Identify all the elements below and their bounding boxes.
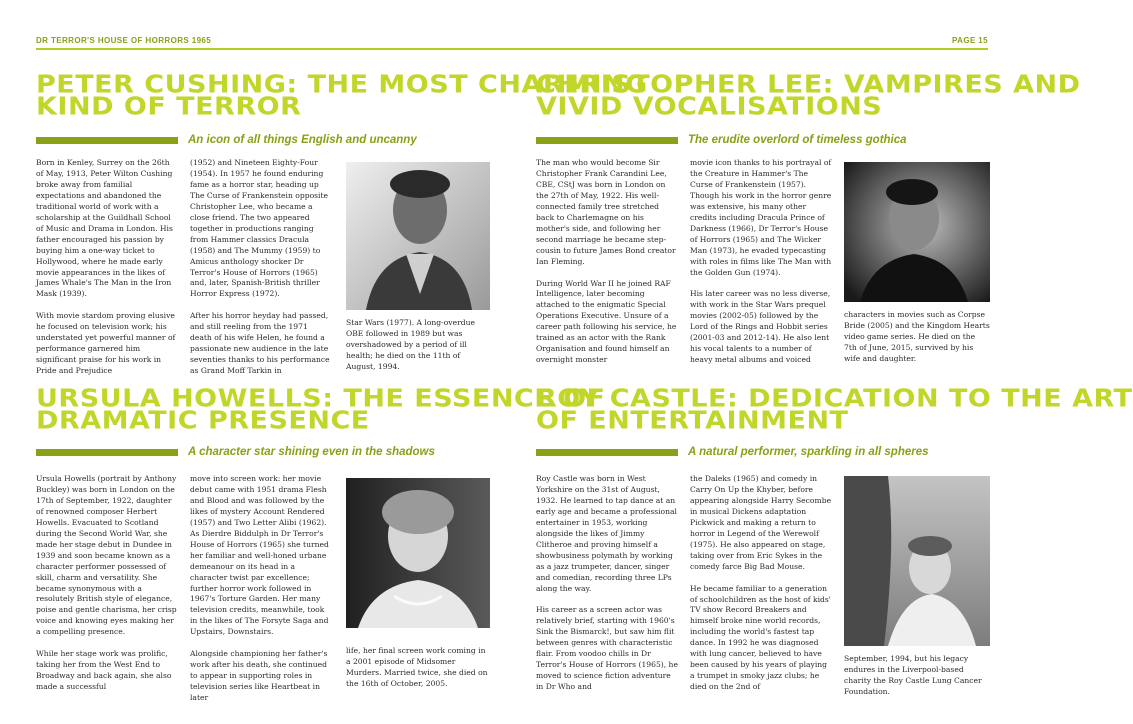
lee-col-3: characters in movies such as Corpse Bride (2005) and the Kingdom Hearts video game series. He died on the 7th of June, 2015, survived by his wife and daughter. — [844, 310, 990, 363]
page-number: PAGE 15 — [952, 36, 988, 45]
cushing-title: PETER CUSHING: THE MOST CHARMING KIND OF TERROR — [36, 70, 648, 121]
howells-col-2: move into screen work: her movie debut came with 1951 drama Flesh and Blood and was followed by the likes of mystery Account Rendered (1957) and Two Letter Alibi (1962). As Dierdre Biddulph in Dr Terror's House of Horrors (1965) she turned her familiar and well-honed urbane demeanour on its head in a character twist par excellence; further horror work followed in 1967's Torture Garden. Her many television credits, meanwhile, took in the likes of The Forsyte Saga and Upstairs, Downstairs. Alongside championing her father's work after his death, she continued to appear in supporting roles in television series like Heartbeat in later — [190, 474, 329, 703]
castle-col-1: Roy Castle was born in West Yorkshire on the 31st of August, 1932. He learned to tap dance at an early age and became a professional entertainer in 1953, working alongside the likes of Jimmy Clitheroe and proving himself a showbusiness polymath by working as a jazz trumpeter, dancer, singer and comedian, recording three LPs along the way. His career as a screen actor was relatively brief, starting with 1960's Sink the Bismarck!, but saw him flit between genres with characteristic flair. From voodoo chills in Dr Terror's House of Horrors (1965), he moved to science fiction adventure in Dr Who and — [536, 474, 678, 692]
castle-portrait — [844, 476, 990, 646]
howells-section — [36, 384, 606, 718]
howells-title: URSULA HOWELLS: THE ESSENCE OF DRAMATIC PRESENCE — [36, 384, 606, 435]
running-head-publication: DR TERROR'S HOUSE OF HORRORS 1965 — [36, 36, 212, 45]
cushing-subtitle-row — [36, 134, 417, 146]
cushing-col-1: Born in Kenley, Surrey on the 26th of May, 1913, Peter Wilton Cushing broke away from familial expectations and abandoned the traditional world of work with a scholarship at the Guildhall School of Music and Drama in London. His father encouraged his passion by buying him a one-way ticket to Hollywood, where he made early movie appearances in the likes of James Whale's The Man in the Iron Mask (1939). With movie stardom proving elusive he focused on television work; his understated yet powerful manner of performance garnered him significant praise for his work in Pride and Prejudice — [36, 158, 176, 376]
cushing-col-3: Star Wars (1977). A long-overdue OBE followed in 1989 but was overshadowed by a period of ill health; he died on the 11th of August, 1994. — [346, 318, 475, 371]
howells-col-3: life, her final screen work coming in a 2001 episode of Midsomer Murders. Married twice, she died on the 16th of October, 2005. — [346, 646, 488, 688]
lee-section — [536, 70, 1081, 365]
lee-title: CHRISTOPHER LEE: VAMPIRES AND VIVID VOCALISATIONS — [536, 70, 1081, 121]
castle-col-2: the Daleks (1965) and comedy in Carry On Up the Khyber, before appearing alongside Harry Secombe in musical Dickens adaptation Pickwick and making a return to horror in Legend of the Werewolf (1975). He also appeared on stage, taking over from Eric Sykes in the comedy farce Big Bad Mouse. He became familiar to a generation of schoolchildren as the host of kids' TV show Record Breakers and himself broke nine world records, including the world's fastest tap dance. In 1992 he was diagnosed with lung cancer, believed to have been caused by his years of playing a trumpet in smoky jazz clubs; he died on the 2nd of — [690, 474, 832, 692]
lee-portrait — [844, 162, 990, 302]
accent-bar — [536, 449, 678, 456]
castle-subtitle: A natural performer, sparkling in all spheres — [688, 446, 929, 458]
cushing-col-2: (1952) and Nineteen Eighty-Four (1954). In 1957 he found enduring fame as a horror star, heading up The Curse of Frankenstein opposite Christopher Lee, who became a close friend. The two appeared together in productions ranging from Hammer classics Dracula (1958) and The Mummy (1959) to Amicus anthology shocker Dr Terror's House of Horrors (1965) and, later, Spanish-British thriller Horror Express (1972). After his horror heyday had passed, and still reeling from the 1971 death of his wife Helen, he found a passionate new audience in the late seventies thanks to his performance as Grand Moff Tarkin in — [190, 158, 330, 376]
castle-col-3: September, 1994, but his legacy endures in the Liverpool-based charity the Roy Castle Lung Cancer Foundation. — [844, 654, 982, 696]
howells-subtitle: A character star shining even in the shadows — [188, 446, 435, 458]
accent-bar — [36, 449, 178, 456]
castle-section — [536, 384, 1133, 718]
howells-col-1: Ursula Howells (portrait by Anthony Buckley) was born in London on the 17th of September, 1922, daughter of renowned composer Herbert Howells. Evacuated to Scotland during the Second World War, she made her stage debut in Dundee in 1939 and soon became known as a character performer possessed of skill, charm and versatility. She became synonymous with a resolutely British style of elegance, poise and gentle charisma, her crisp voice and knowing eyes making her a compelling presence. While her stage work was prolific, taking her from the West End to Broadway and back again, she also made a successful — [36, 474, 177, 692]
lee-subtitle-row — [536, 134, 907, 146]
castle-subtitle-row — [536, 446, 929, 458]
castle-title: ROY CASTLE: DEDICATION TO THE ART OF ENTERTAINMENT — [536, 384, 1133, 435]
header-rule — [36, 48, 988, 50]
accent-bar — [36, 137, 178, 144]
lee-subtitle: The erudite overlord of timeless gothica — [688, 134, 907, 146]
cushing-subtitle: An icon of all things English and uncanny — [188, 134, 417, 146]
cushing-portrait — [346, 162, 490, 310]
howells-subtitle-row — [36, 446, 435, 458]
lee-col-2: movie icon thanks to his portrayal of the Creature in Hammer's The Curse of Frankenstein (1957). Though his work in the horror genre was extensive, his many other credits including Dracula Prince of Darkness (1966), Dr Terror's House of Horrors (1965) and The Wicker Man (1973), he evaded typecasting with roles in films like The Man with the Golden Gun (1974). His later career was no less diverse, with work in the Star Wars prequel movies (2002-05) followed by the Lord of the Rings and Hobbit series (2001-03 and 2012-14). He also lent his vocal talents to a number of heavy metal albums and voiced — [690, 158, 832, 365]
howells-portrait — [346, 478, 490, 628]
lee-col-1: The man who would become Sir Christopher Frank Carandini Lee, CBE, CStJ was born in London on the 27th of May, 1922. His well-connected family tree stretched back to Charlemagne on his mother's side, and following her second marriage he became step-cousin to future James Bond creator Ian Fleming. During World War II he joined RAF Intelligence, later becoming attached to the enigmatic Special Operations Executive. Unsure of a career path following his service, he trained as an actor with the Rank Organisation and found himself an overnight monster — [536, 158, 677, 365]
accent-bar — [536, 137, 678, 144]
